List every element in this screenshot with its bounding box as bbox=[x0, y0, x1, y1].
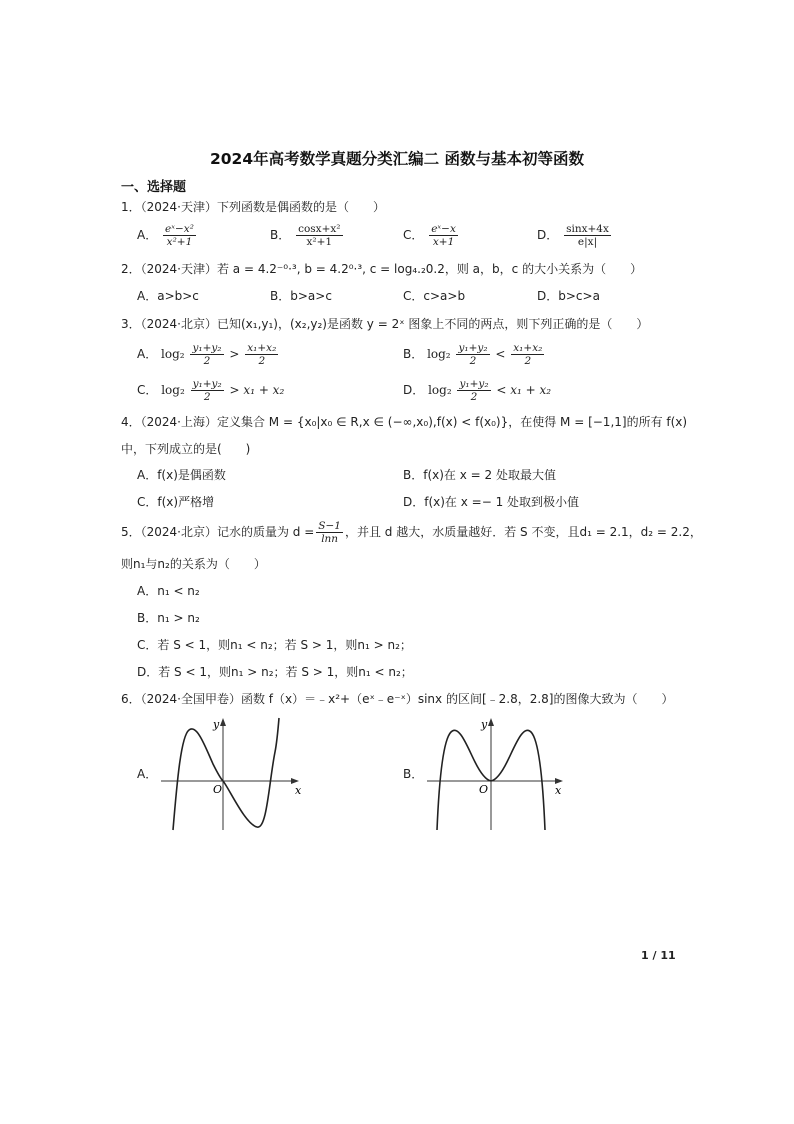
q3-b-frac-num: y₁+y₂ bbox=[458, 342, 488, 354]
q3-a-relation: > bbox=[229, 347, 240, 361]
y-axis-label: y bbox=[213, 718, 220, 731]
q1-a-denominator: x²+1 bbox=[166, 236, 193, 248]
q3-d-log: log₂ bbox=[428, 383, 452, 397]
q3-option-d[interactable] bbox=[403, 378, 551, 403]
q3-b-frac2-den: 2 bbox=[524, 355, 532, 367]
q4-option-d[interactable]: D．f(x)在 x =− 1 处取到极小值 bbox=[403, 495, 580, 509]
y-axis-arrow-icon bbox=[488, 718, 494, 726]
q1-option-c[interactable] bbox=[403, 223, 460, 248]
q2-option-a[interactable]: A．a>b>c bbox=[137, 289, 199, 303]
question-5-stem-line2: 则n₁与n₂的关系为（ ） bbox=[121, 557, 266, 571]
q1-option-d-label: D． bbox=[537, 228, 559, 242]
q3-c-frac-den: 2 bbox=[203, 391, 211, 403]
origin-label: O bbox=[479, 783, 489, 796]
question-5-stem-line1 bbox=[121, 520, 702, 545]
q1-a-numerator: eˣ−x² bbox=[165, 223, 194, 235]
q1-c-denominator: x+1 bbox=[432, 236, 455, 248]
q5-option-d[interactable]: D．若 S < 1，则n₁ > n₂；若 S > 1，则n₁ < n₂； bbox=[137, 665, 413, 679]
q5-stem-post: ，并且 d 越大，水质量越好．若 S 不变，且d₁ = 2.1，d₂ = 2.2， bbox=[344, 525, 702, 539]
question-4-stem-line1: 4．（2024·上海）定义集合 M = {x₀|x₀ ∈ R,x ∈ (−∞,x₀),f(x) < f(x₀)}，在使得 M = [−1,1]的所有 f(x) bbox=[121, 415, 688, 429]
q5-option-b[interactable]: B．n₁ > n₂ bbox=[137, 611, 200, 625]
q2-option-b[interactable]: B．b>a>c bbox=[270, 289, 332, 303]
q3-option-b-label: B． bbox=[403, 347, 424, 361]
q3-option-c[interactable] bbox=[137, 378, 284, 403]
q1-b-denominator: x²+1 bbox=[306, 236, 333, 248]
q4-option-b[interactable]: B．f(x)在 x = 2 处取最大值 bbox=[403, 468, 556, 482]
q3-a-frac-num: y₁+y₂ bbox=[192, 342, 222, 354]
q3-b-frac2-num: x₁+x₂ bbox=[513, 342, 543, 354]
q1-c-numerator: eˣ−x bbox=[431, 223, 456, 235]
q1-option-a-label: A． bbox=[137, 228, 158, 242]
q3-c-sum: x₁ + x₂ bbox=[243, 383, 285, 397]
q3-d-sum: x₁ + x₂ bbox=[510, 383, 552, 397]
q6-graph-b[interactable] bbox=[421, 712, 571, 834]
q1-d-denominator: e|x| bbox=[577, 236, 598, 248]
q1-option-c-label: C． bbox=[403, 228, 424, 242]
q3-a-frac-den: 2 bbox=[203, 355, 211, 367]
q4-option-c[interactable]: C．f(x)严格增 bbox=[137, 495, 215, 509]
page-number: 1 / 11 bbox=[641, 949, 676, 962]
q1-d-numerator: sinx+4x bbox=[566, 223, 609, 235]
q5-option-c[interactable]: C．若 S < 1，则n₁ < n₂；若 S > 1，则n₁ > n₂； bbox=[137, 638, 412, 652]
q3-b-relation: < bbox=[495, 347, 506, 361]
q5-option-a[interactable]: A．n₁ < n₂ bbox=[137, 584, 200, 598]
q3-option-c-label: C． bbox=[137, 383, 158, 397]
q3-c-relation: > bbox=[229, 383, 240, 397]
q6-option-a-label[interactable]: A． bbox=[137, 767, 158, 781]
q3-c-frac-num: y₁+y₂ bbox=[192, 378, 222, 390]
q1-option-b[interactable] bbox=[270, 223, 345, 248]
q3-option-a[interactable] bbox=[137, 342, 280, 367]
question-2-stem: 2．（2024·天津）若 a = 4.2⁻⁰·³, b = 4.2⁰·³, c = log₄.₂0.2，则 a，b，c 的大小关系为（ ） bbox=[121, 262, 643, 276]
q1-b-numerator: cosx+x² bbox=[298, 223, 341, 235]
q3-b-log: log₂ bbox=[427, 347, 451, 361]
q3-option-b[interactable] bbox=[403, 342, 546, 367]
q6-option-b-label[interactable]: B． bbox=[403, 767, 424, 781]
q3-c-log: log₂ bbox=[161, 383, 185, 397]
q3-option-a-label: A． bbox=[137, 347, 158, 361]
q3-a-frac2-num: x₁+x₂ bbox=[247, 342, 277, 354]
q6-graph-a[interactable] bbox=[155, 712, 305, 834]
q3-a-log: log₂ bbox=[161, 347, 185, 361]
page-title: 2024年高考数学真题分类汇编二 函数与基本初等函数 bbox=[209, 150, 585, 168]
q3-option-d-label: D． bbox=[403, 383, 425, 397]
x-axis-label: x bbox=[555, 784, 562, 797]
x-axis-label: x bbox=[295, 784, 302, 797]
q1-option-b-label: B． bbox=[270, 228, 291, 242]
q2-option-d[interactable]: D．b>c>a bbox=[537, 289, 600, 303]
y-axis-arrow-icon bbox=[220, 718, 226, 726]
question-4-stem-line2: 中，下列成立的是( ) bbox=[121, 442, 251, 456]
section-heading: 一、选择题 bbox=[121, 180, 187, 195]
q5-stem-pre: 5．（2024·北京）记水的质量为 d = bbox=[121, 525, 315, 539]
y-axis-label: y bbox=[481, 718, 488, 731]
q2-option-c[interactable]: C．c>a>b bbox=[403, 289, 466, 303]
q1-option-a[interactable] bbox=[137, 223, 198, 248]
q3-d-frac-den: 2 bbox=[470, 391, 478, 403]
origin-label: O bbox=[213, 783, 223, 796]
q1-option-d[interactable] bbox=[537, 223, 613, 248]
curve-a bbox=[173, 718, 279, 830]
q3-b-frac-den: 2 bbox=[469, 355, 477, 367]
q5-frac-num: S−1 bbox=[318, 520, 341, 532]
q4-option-a[interactable]: A．f(x)是偶函数 bbox=[137, 468, 226, 482]
q3-d-relation: < bbox=[496, 383, 507, 397]
q3-a-frac2-den: 2 bbox=[258, 355, 266, 367]
q5-frac-den: lnn bbox=[321, 533, 339, 545]
question-3-stem: 3．（2024·北京）已知(x₁,y₁)，(x₂,y₂)是函数 y = 2ˣ 图象上不同的两点，则下列正确的是（ ） bbox=[121, 317, 649, 331]
question-6-stem: 6．（2024·全国甲卷）函数 f（x）＝﹣x²+（eˣ﹣e⁻ˣ）sinx 的区间[﹣2.8，2.8]的图像大致为（ ） bbox=[121, 692, 674, 706]
q3-d-frac-num: y₁+y₂ bbox=[459, 378, 489, 390]
question-1-stem: 1．（2024·天津）下列函数是偶函数的是（ ） bbox=[121, 200, 385, 214]
